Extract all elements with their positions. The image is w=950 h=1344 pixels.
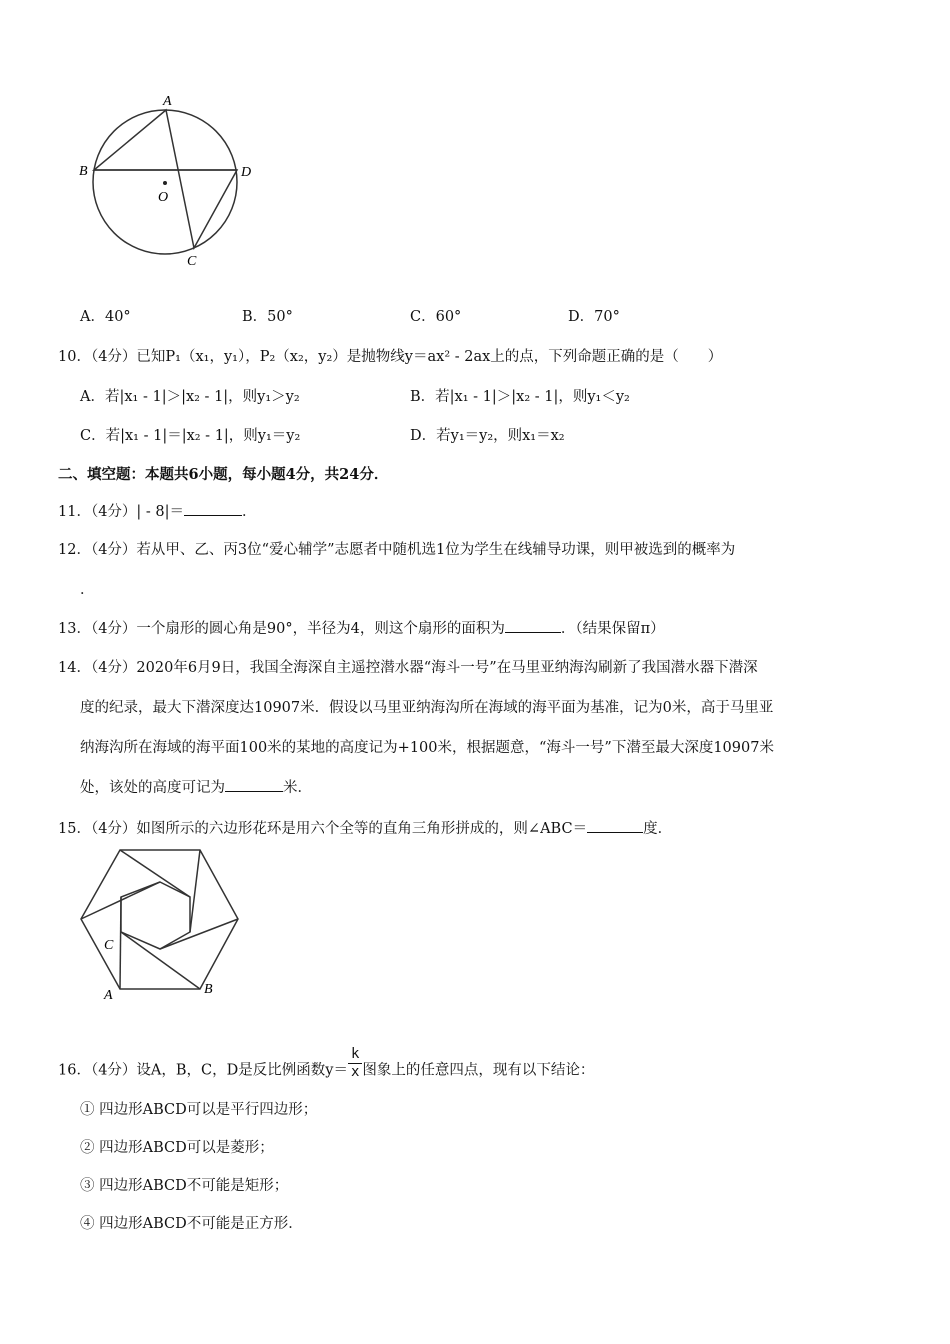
- spoke-4: [121, 932, 200, 989]
- q14-line4: [80, 776, 312, 797]
- q10-option-b: B．若|x₁ - 1|＞|x₂ - 1|，则y₁＜y₂: [410, 389, 630, 405]
- q12-line2: ．: [80, 582, 95, 598]
- fraction-k-over-x: [348, 1046, 362, 1081]
- label-a: A: [163, 94, 172, 109]
- q16: [58, 1046, 595, 1088]
- q10-option-d: D．若y₁＝y₂，则x₁＝x₂: [410, 428, 565, 444]
- q16-item-4: ④ 四边形ABCD不可能是正方形．: [80, 1216, 303, 1232]
- circle-figure: [70, 88, 270, 273]
- q13-suffix: ．（结果保留π）: [560, 621, 665, 637]
- q14-line4-suffix: 米．: [283, 780, 312, 796]
- q16-item-1: ① 四边形ABCD可以是平行四边形；: [80, 1102, 318, 1118]
- q9-option-c: C．60°: [410, 309, 462, 325]
- q16-item-3: ③ 四边形ABCD不可能是矩形；: [80, 1178, 289, 1194]
- center-dot: [163, 181, 167, 185]
- hex-label-b: B: [204, 982, 213, 997]
- fraction-numerator: k: [348, 1046, 362, 1064]
- q9-option-b: B．50°: [242, 309, 293, 325]
- q9-option-a: A．40°: [80, 309, 131, 325]
- q13: [58, 617, 665, 638]
- spoke-3: [160, 919, 238, 949]
- section-heading: 二、填空题：本题共6小题，每小题4分，共24分．: [58, 466, 389, 483]
- spoke-5: [120, 897, 121, 989]
- q15-text: 15．（4分）如图所示的六边形花环是用六个全等的直角三角形拼成的，则∠ABC＝: [58, 821, 588, 837]
- q14-line3: 纳海沟所在海域的海平面100米的某地的高度记为+100米，根据题意，“海斗一号”下潜至最大深度10907米: [80, 740, 774, 756]
- q16-item-2: ② 四边形ABCD可以是菱形；: [80, 1140, 274, 1156]
- outer-hexagon: [81, 850, 238, 989]
- q11: [58, 500, 257, 521]
- label-d: D: [241, 165, 252, 180]
- q13-text: 13．（4分）一个扇形的圆心角是90°，半径为4，则这个扇形的面积为: [58, 621, 505, 637]
- fraction-denominator: x: [350, 1064, 360, 1080]
- label-b: B: [79, 164, 88, 179]
- q10-stem: 10．（4分）已知P₁（x₁，y₁），P₂（x₂，y₂）是抛物线y＝ax² - 2ax上的点，下列命题正确的是（ ）: [58, 349, 723, 365]
- q15-suffix: 度．: [643, 821, 673, 837]
- spoke-2: [190, 850, 200, 932]
- spoke-1: [120, 850, 190, 897]
- q16-suffix: 图象上的任意四点，现有以下结论：: [362, 1062, 595, 1079]
- hex-label-a: A: [104, 988, 113, 1003]
- q15-blank: [587, 832, 643, 833]
- hexagon-figure: [70, 842, 250, 1007]
- q14-line2: 度的纪录，最大下潜深度达10907米．假设以马里亚纳海沟所在海域的海平面为基准，记为0米，高于马里亚: [80, 700, 774, 716]
- hex-label-c: C: [104, 938, 114, 953]
- q10-option-c: C．若|x₁ - 1|＝|x₂ - 1|，则y₁＝y₂: [80, 428, 301, 444]
- q14-line4-text: 处，该处的高度可记为: [80, 780, 225, 796]
- q16-text: 16．（4分）设A，B，C，D是反比例函数y＝: [58, 1062, 348, 1079]
- label-c: C: [187, 254, 197, 269]
- label-o: O: [158, 190, 169, 205]
- q11-blank: [184, 515, 242, 516]
- q14-blank: [225, 791, 283, 792]
- q11-text: 11．（4分）| - 8|＝: [58, 504, 185, 520]
- q11-suffix: ．: [242, 504, 257, 520]
- q14-line1: 14．（4分）2020年6月9日，我国全海深自主遥控潜水器“海斗一号”在马里亚纳海沟刷新了我国潜水器下潜深: [58, 660, 758, 676]
- q9-option-d: D．70°: [568, 309, 620, 325]
- q12-line1: 12．（4分）若从甲、乙、丙3位“爱心辅学”志愿者中随机选1位为学生在线辅导功课，则甲被选到的概率为: [58, 542, 736, 558]
- q10-option-a: A．若|x₁ - 1|＞|x₂ - 1|，则y₁＞y₂: [80, 389, 300, 405]
- q15: [58, 817, 672, 838]
- q13-blank: [505, 632, 561, 633]
